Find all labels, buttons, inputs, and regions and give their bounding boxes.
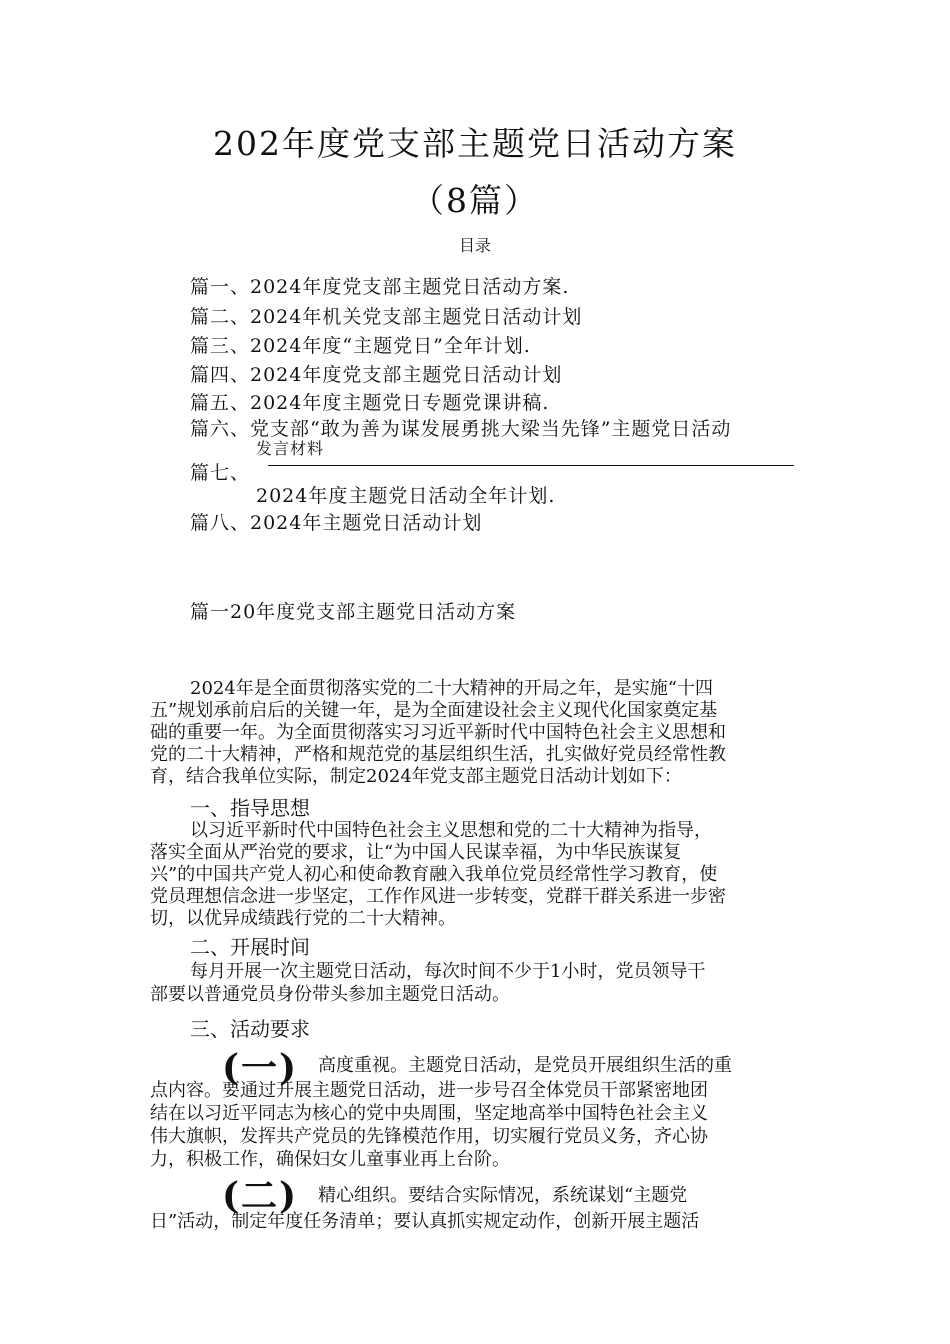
toc-item[interactable]: 篇二、2024年机关党支部主题党日活动计划 xyxy=(190,306,583,328)
toc-item[interactable]: 篇四、2024年度党支部主题党日活动计划 xyxy=(190,364,563,386)
paragraph-line: 力，积极工作，确保妇女儿童事业再上台阶。 xyxy=(150,1149,510,1170)
toc-heading: 目录 xyxy=(458,236,491,255)
paragraph-line: 落实全面从严治党的要求，让“为中国人民谋幸福，为中华民族谋复 xyxy=(150,842,682,863)
item-two-first-line: 精心组织。要结合实际情况，系统谋划“主题党 xyxy=(318,1185,688,1206)
section-title: 篇一20年度党支部主题党日活动方案 xyxy=(190,601,517,623)
paragraph-line: 日”活动，制定年度任务清单；要认真抓实规定动作，创新开展主题活 xyxy=(150,1211,700,1232)
intro-line: 党的二十大精神，严格和规范党的基层组织生活，扎实做好党员经常性教 xyxy=(150,744,726,765)
item-number-one: (一) xyxy=(222,1047,299,1089)
intro-line: 础的重要一年。为全面贯彻落实习习近平新时代中国特色社会主义思想和 xyxy=(150,722,726,743)
item-number-two: (二) xyxy=(222,1175,299,1217)
heading-time: 二、开展时间 xyxy=(190,935,310,959)
toc-item[interactable]: 篇六、党支部“敢为善为谋发展勇挑大梁当先锋”主题党日活动 xyxy=(190,418,732,440)
document-title: 202年度党支部主题党日活动方案 xyxy=(213,124,737,163)
toc-item[interactable]: 篇三、2024年度“主题党日”全年计划. xyxy=(190,335,531,357)
paragraph-line: 以习近平新时代中国特色社会主义思想和党的二十大精神为指导， xyxy=(190,820,712,841)
intro-line: 五”规划承前启后的关键一年，是为全面建设社会主义现代化国家奠定基 xyxy=(150,700,718,721)
toc-item-continuation: 2024年度主题党日活动全年计划. xyxy=(256,485,556,507)
toc-item-continuation: 发言材料 xyxy=(256,439,325,458)
document-subtitle: （8篇） xyxy=(411,181,539,220)
heading-guiding-thought: 一、指导思想 xyxy=(190,796,310,820)
item-one-first-line: 高度重视。主题党日活动，是党员开展组织生活的重 xyxy=(318,1055,732,1076)
toc-item[interactable]: 篇五、2024年度主题党日专题党课讲稿. xyxy=(190,392,550,414)
intro-line: 育，结合我单位实际，制定2024年党支部主题党日活动计划如下： xyxy=(150,766,682,787)
paragraph-line: 点内容。要通过开展主题党日活动，进一步号召全体党员干部紧密地团 xyxy=(150,1080,708,1101)
paragraph-line: 兴”的中国共产党人初心和使命教育融入我单位党员经常性学习教育，使 xyxy=(150,864,718,885)
paragraph-line: 每月开展一次主题党日活动，每次时间不少于1小时，党员领导干 xyxy=(190,961,706,982)
heading-requirements: 三、活动要求 xyxy=(190,1017,310,1041)
toc-item[interactable]: 篇七、 xyxy=(190,462,251,484)
paragraph-line: 部要以普通党员身份带头参加主题党日活动。 xyxy=(150,984,510,1005)
paragraph-line: 切，以优异成绩践行党的二十大精神。 xyxy=(150,908,456,929)
paragraph-line: 结在以习近平同志为核心的党中央周围，坚定地高举中国特色社会主义 xyxy=(150,1103,708,1124)
paragraph-line: 伟大旗帜，发挥共产党员的先锋模范作用，切实履行党员义务，齐心协 xyxy=(150,1126,708,1147)
paragraph-line: 党员理想信念进一步坚定，工作作风进一步转变，党群干群关系进一步密 xyxy=(150,886,726,907)
toc-item[interactable]: 篇八、2024年主题党日活动计划 xyxy=(190,512,483,534)
toc-leader-line xyxy=(268,465,794,466)
intro-line: 2024年是全面贯彻落实党的二十大精神的开局之年，是实施“十四 xyxy=(190,678,714,699)
toc-item[interactable]: 篇一、2024年度党支部主题党日活动方案. xyxy=(190,276,570,298)
